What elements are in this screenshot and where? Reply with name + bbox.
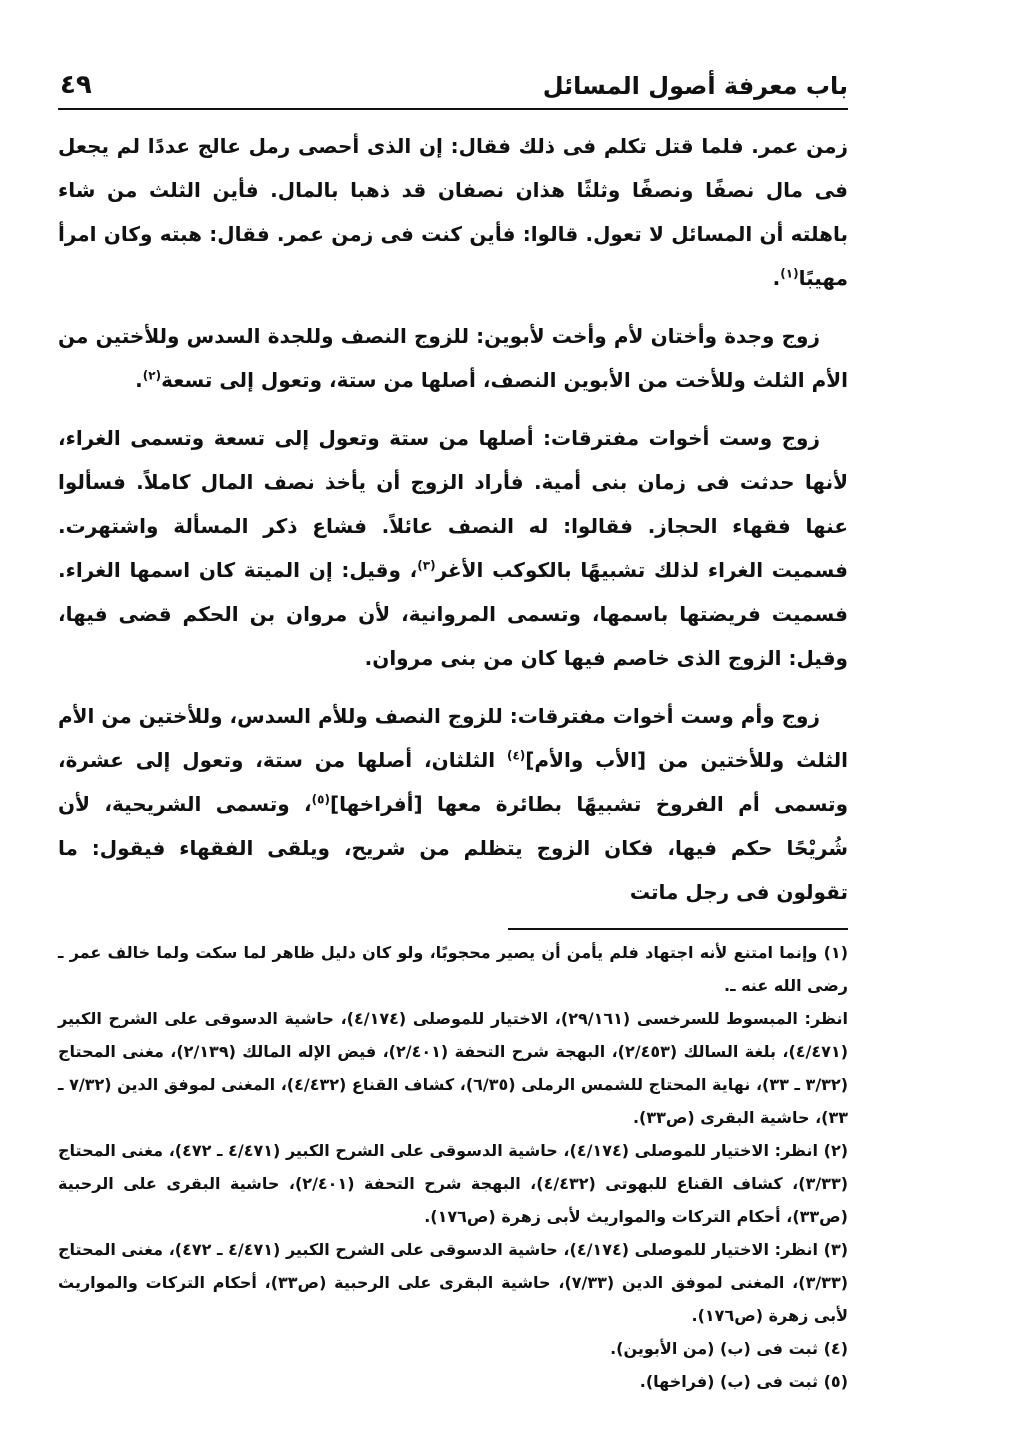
footnote-references: انظر: المبسوط للسرخسى (٢٩/١٦١)، الاختيار للموصلى (٤/١٧٤)، حاشية الدسوقى على الشرح الكبير (٤/٤٧١)، بلغة السالك (٢/٤٥٣)، البهجة شرح التحفة (٢/٤٠١)، فيض الإله المالك (٢/١٣٩)، مغنى المحتاج (٣/٣٢ ـ ٣٣)، نهاية المحتاج للشمس الرملى (٦/٣٥)، كشاف القناع (٤/٤٣٢)، المغنى لموفق الدين (٧/٣٢ ـ ٣٣)، حاشية البقرى (ص٣٣). — [58, 1009, 848, 1127]
paragraph-text: زوج وست أخوات مفترقات: أصلها من ستة وتعول إلى تسعة وتسمى الغراء، لأنها حدثت فى زمان بنى أمية. فأراد الزوج أن يأخذ نصف المال كاملاً. فسألوا عنها فقهاء الحجاز. فقالوا: له النصف عائلاً. فشاع ذكر المسألة واشتهرت. فسميت الغراء لذلك تشبيهًا بالكوكب الأغر — [58, 426, 848, 582]
footnote: (٣) انظر: الاختيار للموصلى (٤/١٧٤)، حاشية الدسوقى على الشرح الكبير (٤/٤٧١ ـ ٤٧٢)، مغنى المحتاج (٣/٣٣)، المغنى لموفق الدين (٧/٣٣)، حاشية البقرى على الرحبية (ص٣٣)، أحكام التركات والمواريث لأبى زهرة (ص١٧٦). — [58, 1240, 849, 1325]
footnote: (٢) انظر: الاختيار للموصلى (٤/١٧٤)، حاشية الدسوقى على الشرح الكبير (٤/٤٧١ ـ ٤٧٢)، مغنى المحتاج (٣/٣٣)، كشاف القناع للبهوتى (٤/٤٣٢)، البهجة شرح التحفة (٢/٤٠١)، حاشية البقرى على الرحبية (ص٣٣)، أحكام التركات والمواريث لأبى زهرة (ص١٧٦). — [58, 1141, 849, 1226]
footnote: (٥) ثبت فى (ب) (فراخها). — [639, 1372, 848, 1391]
footnote-ref: (١) — [780, 266, 799, 281]
main-text — [58, 124, 848, 914]
paragraph — [58, 694, 848, 914]
paragraph-text: زوج وأم وست أخوات مفترقات: للزوج النصف وللأم السدس، وللأختين من الأم الثلث وللأختين من [الأب والأم] — [58, 704, 848, 772]
footnote-ref: (٤) — [506, 748, 526, 763]
footnote-divider — [508, 928, 848, 930]
paragraph: زوج وجدة وأختان لأم وأخت لأبوين: للزوج النصف وللجدة السدس وللأختين من الأم الثلث وللأخت من الأبوين النصف، أصلها من ستة، وتعول إلى تسعة$^{(٢)}$. — [58, 324, 848, 392]
footnote-ref: (٢) — [142, 368, 162, 383]
paragraph: زمن عمر. فلما قتل تكلم فى ذلك فقال: إن الذى أحصى رمل عالج عددًا لم يجعل فى مال نصفًا ونصفًا وثلثًا هذان نصفان قد ذهبا بالمال. فأين الثلث من شاء باهلته أن المسائل لا تعول. قالوا: فأين كنت فى زمن عمر. فقال: هبته وكان امرأ مهيبًا$^{(١)}$. — [58, 134, 848, 290]
paragraph — [58, 416, 848, 680]
footnote-ref: (٣) — [417, 558, 436, 573]
chapter-title: باب معرفة أصول المسائل — [542, 72, 848, 100]
paragraph-text: زوج وجدة وأختان لأم وأخت لأبوين: للزوج النصف وللجدة السدس وللأختين من الأم الثلث وللأخت من الأبوين النصف، أصلها من ستة، وتعول إلى تسعة — [58, 324, 848, 392]
paragraph-text: زمن عمر. فلما قتل تكلم فى ذلك فقال: إن الذى أحصى رمل عالج عددًا لم يجعل فى مال نصفًا ونصفًا وثلثًا هذان نصفان قد ذهبا بالمال. فأين الثلث من شاء باهلته أن المسائل لا تعول. قالوا: فأين كنت فى زمن عمر. فقال: هبته وكان امرأ مهيبًا — [58, 134, 848, 290]
footnote: (٤) ثبت فى (ب) (من الأبوين). — [610, 1339, 848, 1358]
page-number: ٤٩ — [60, 70, 92, 100]
running-header — [58, 70, 848, 110]
paragraph-text: ، وقيل: إن الميتة كان اسمها الغراء. فسميت فريضتها باسمها، وتسمى المروانية، لأن مروان بن الحكم قضى فيها، وقيل: الزوج الذى خاصم فيها كان من بنى مروان. — [58, 558, 848, 670]
book-page — [58, 70, 848, 1398]
paragraph-text: ، وتسمى الشريحية، لأن شُريْحًا حكم فيها، فكان الزوج يتظلم من شريح، ويلقى الفقهاء فيقول: ما تقولون فى رجل ماتت — [58, 792, 848, 904]
footnote: (١) وإنما امتنع لأنه اجتهاد فلم يأمن أن يصير محجوبًا، ولو كان دليل ظاهر لما سكت ولما خالف عمر ـ رضى الله عنه ـ. — [58, 943, 848, 995]
footnotes — [58, 936, 848, 1398]
footnote-ref: (٥) — [311, 792, 330, 807]
paragraph-text: الثلثان، أصلها من ستة، وتعول إلى عشرة، وتسمى أم الفروخ تشبيهًا بطائرة معها [أفراخها] — [58, 748, 849, 816]
